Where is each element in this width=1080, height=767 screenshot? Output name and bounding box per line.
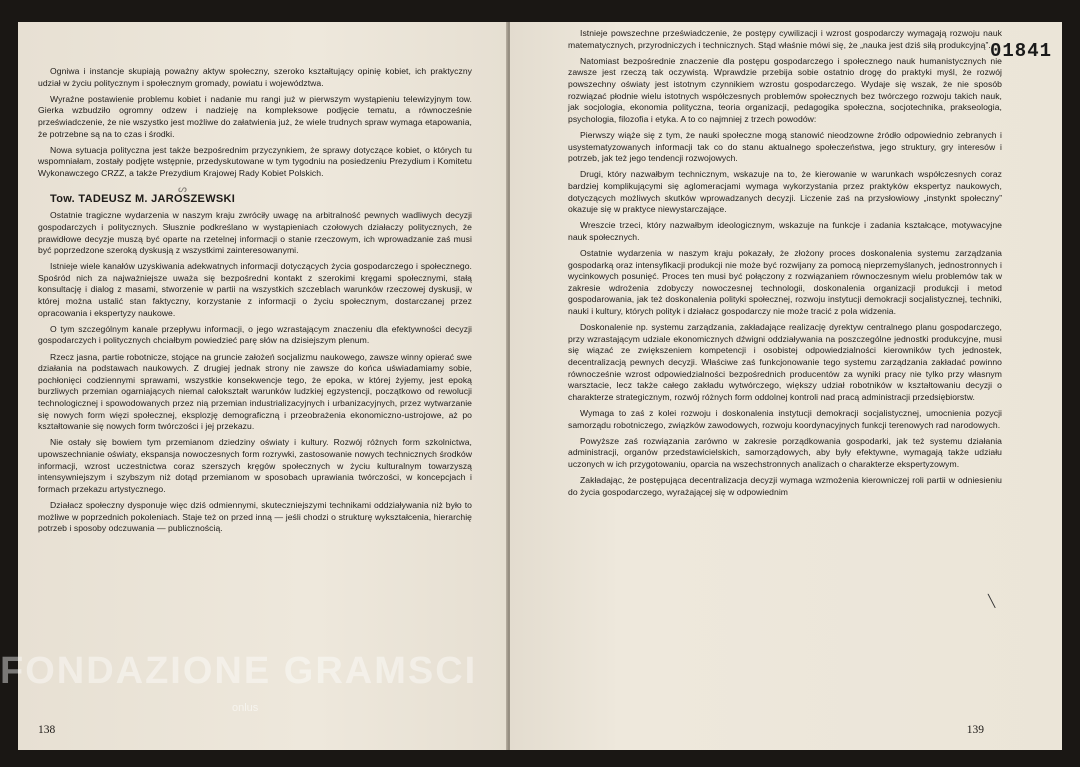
speaker-heading: Tow. TADEUSZ M. JAROSZEWSKI [50, 193, 236, 206]
paragraph: Wreszcie trzeci, który nazwałbym ideologicznym, wskazuje na funkcje i zadania kształcące, motywacyjne nauk społecznych. [568, 220, 1002, 242]
right-page [510, 22, 1062, 750]
left-page [18, 22, 508, 750]
page-number-right: 139 [966, 724, 984, 736]
paragraph: Powyższe zaś rozwiązania zarówno w zakresie porządkowania gospodarki, jak też systemu działania administracji, organów przedstawicielskich, samorządowych, aby były efektywne, wymagają także udziału uczonych w ich przygotowaniu, oparcia na wszechstronnych analizach o charakterze ekspertyzowym. [568, 435, 1002, 469]
paragraph: Nie ostały się bowiem tym przemianom dziedziny oświaty i kultury. Rozwój różnych form szkolnictwa, upowszechnianie oświaty, ekspansja nowoczesnych form rozrywki, zastosowanie nowych technicznych środków informacji, wzrost uczestnictwa coraz szerszych kręgów społecznych w życiu kulturalnym towarzyszą intensywniejszym i szybszym niż dotąd przemianom w sposobach uprawiania twórczości, w koncepcjach i formach przekazu artystycznego. [38, 437, 472, 494]
paragraph: Drugi, który nazwałbym technicznym, wskazuje na to, że kierowanie w warunkach współczesnych coraz bardziej komplikującymi się aglomeracjami wymaga wykorzystania przez praktyków ekspertyz naukowych, dotyczących możliwych skutków wprowadzanych decyzji. Liczenie zaś na przysłowiowy „instynkt społeczny” okazuje się w praktyce niewystarczające. [568, 169, 1002, 215]
archive-number-stamp: 01841 [989, 40, 1052, 62]
watermark-logo: FONDAZIONE GRAMSCI [0, 650, 478, 692]
watermark-subtitle: onlus [232, 702, 259, 714]
paragraph: Zakładając, że postępująca decentralizacja decyzji wymaga wzmożenia kierowniczej roli partii w odniesieniu do życia gospodarczego, wyrażającej się w odpowiednim [568, 475, 1002, 497]
paragraph: Ostatnie wydarzenia w naszym kraju pokazały, że złożony proces doskonalenia systemu zarządzania gospodarką oraz intensyfikacji produkcji nie może być rozwijany za pomocą nieprzemyślanych, jednostronnych i wycinkowych posunięć. Proces ten musi być połączony z rozwiązaniem równoczesnym wielu problemów tak w zakresie wdrożenia zdobyczy nowoczesnej technologii, doskonalenia organizacji produkcji i metod gospodarowania, jak też doskonalenia polityki społecznej, rozwoju instytucji demokracji socjalistycznej, techniki, nauki i kultury, których polityk i działacz gospodarczy nie może tracić z pola widzenia. [568, 248, 1002, 317]
paragraph: Istnieje powszechne przeświadczenie, że postępy cywilizacji i wzrost gospodarczy wymagają rozwoju nauk matematycznych, przyrodniczych i technicznych. Stąd właśnie mówi się, że „nauka jest dziś siłą produkcyjną”. [568, 28, 1002, 50]
paragraph: Pierwszy wiąże się z tym, że nauki społeczne mogą stanowić nieodzowne źródło odpowiednio zebranych i usystematyzowanych informacji tak co do stanu aktualnego społeczeństwa, jego struktury, gry interesów i potrzeb, jak też jego tendencji rozwojowych. [568, 129, 1002, 164]
paragraph: Ostatnie tragiczne wydarzenia w naszym kraju zwróciły uwagę na arbitralność pewnych wadliwych decyzji gospodarczych i politycznych. Słusznie podkreślano w wystąpieniach czołowych działaczy politycznych, że prawidłowe decyzje muszą być oparte na rzetelnej informacji o stanie rzeczowym, ich wprowadzanie zaś musi być poprzedzone szeroką dyskusją z wszystkimi zainteresowanymi. [38, 210, 472, 256]
book-spread [18, 22, 1062, 750]
paragraph: Wyraźne postawienie problemu kobiet i nadanie mu rangi już w pierwszym wystąpieniu telewizyjnym tow. Gierka wzbudziło ogromny odzew i nadzieję na kompleksowe podjęcie tematu, a równocześnie przeświadczenie, że nie wszystko jest możliwe do załatwienia już, że wiele trudnych spraw wymaga etapowania, że potrzebne są na to czas i środki. [38, 93, 472, 139]
paragraph: Istnieje wiele kanałów uzyskiwania adekwatnych informacji dotyczących życia gospodarczego i społecznego. Spośród nich za najważniejsze uważa się bezpośredni kontakt z szerokimi kręgami społecznymi, stałą konsultację i dialog z masami, stworzenie w partii na wszystkich szczeblach warunków rzeczowej dyskusji, w której można ustalić stan faktyczny, korzystanie z informacji o życiu społecznym, dostarczanej przez opracowania i ekspertyzy naukowe. [38, 261, 472, 318]
page-number-left: 138 [38, 724, 56, 736]
paragraph: O tym szczególnym kanale przepływu informacji, o jego wzrastającym znaczeniu dla efektywności decyzji gospodarczych i politycznych chciałbym powiedzieć parę słów na dzisiejszym plenum. [38, 323, 472, 346]
pencil-tick-icon: ╲ [988, 594, 996, 608]
pencil-mark-icon: ᔕ [178, 184, 187, 196]
paragraph: Natomiast bezpośrednie znaczenie dla postępu gospodarczego i społecznego nauk humanistycznych nie zawsze jest rzeczą tak oczywistą. Wprawdzie przebija sobie ostatnio drogę do praktyki myśl, że rozwój powszechny oświaty jest istotnym czynnikiem wzrostu gospodarczego. Wydaje się wszak, że nie sposób rozwiązać płodnie wielu istotnych współczesnych problemów społecznych bez twórczego rozwoju takich nauk, jak socjologia, ekonomia polityczna, teoria organizacji, pedagogika społeczna, socjotechnika, prakseologia, psychologia, filozofia i etyka. A to co najmniej z trzech powodów: [568, 55, 1002, 124]
paragraph: Nowa sytuacja polityczna jest także bezpośrednim przyczynkiem, że sprawy dotyczące kobiet, o których tu wspomniałam, zostały podjęte wstępnie, przedyskutowane w tym tygodniu na posiedzeniu Prezydium i Komitetu Wykonawczego CRZZ, a także Prezydium Krajowej Rady Kobiet Polskich. [38, 144, 472, 178]
paragraph: Wymaga to zaś z kolei rozwoju i doskonalenia instytucji demokracji socjalistycznej, umocnienia pozycji samorządu robotniczego, związków zawodowych, rozwoju koordynacyjnych funkcji terenowych rad narodowych. [568, 407, 1002, 430]
paragraph: Ogniwa i instancje skupiają poważny aktyw społeczny, szeroko kształtujący opinię kobiet, ich praktyczny udział w życiu politycznym i społecznym gromady, powiatu i województwa. [38, 66, 472, 88]
left-text-column [38, 66, 472, 539]
paragraph: Działacz społeczny dysponuje więc dziś odmiennymi, skuteczniejszymi technikami oddziaływania niż było to możliwe w poprzednich pokoleniach. Staje też on przed inną — jeśli chodzi o strukturę wykształcenia, hierarchię potrzeb i sposoby odczuwania — publicznością. [38, 499, 472, 534]
paragraph: Doskonalenie np. systemu zarządzania, zakładające realizację dyrektyw centralnego planu gospodarczego, przy wzrastającym udziale ekonomicznych dźwigni oddziaływania na poszczególne jednostki produkcyjne, musi się wiązać ze zwiększeniem kompetencji i osobistej odpowiedzialności kierowników tych jednostek, decentralizacją pewnych decyzji. Właściwe zaś funkcjonowanie tego systemu zarządzania zakładać powinno równocześnie wzrost odpowiedzialności bezpośrednich producentów za wyniki pracy nie tylko przy własnym warsztacie, lecz także całego zakładu wytwórczego, większy udział robotników w kształtowaniu decyzji o charakterze strategicznym, rozwój różnych form oddolnej kontroli nad pracą administracji przedsiębiorstw. [568, 322, 1002, 402]
right-text-column [568, 28, 1002, 503]
paragraph: Rzecz jasna, partie robotnicze, stojące na gruncie założeń socjalizmu naukowego, zawsze winny opierać swe działania na podstawach naukowych. Z drugiej jednak strony nie zawsze do końca uświadamiamy sobie, pochłonięci codziennymi sprawami, wszystkie konsekwencje tego, że epoka, w której żyjemy, jest epoką burzliwych przemian ogarniających niemal całokształt warunków ludzkiej egzystencji, początkowo od rewolucji technologicznej i spowodowanych przez nią przemian industrializacyjnych i urbanizacyjnych, przez wytwarzanie się nowych form więzi społecznej, eksplozję demograficzną i przeobrażenia ekonomiczno-ustrojowe, aż po kształtowanie się nowych form twórczości i jej przekazu. [38, 351, 472, 432]
